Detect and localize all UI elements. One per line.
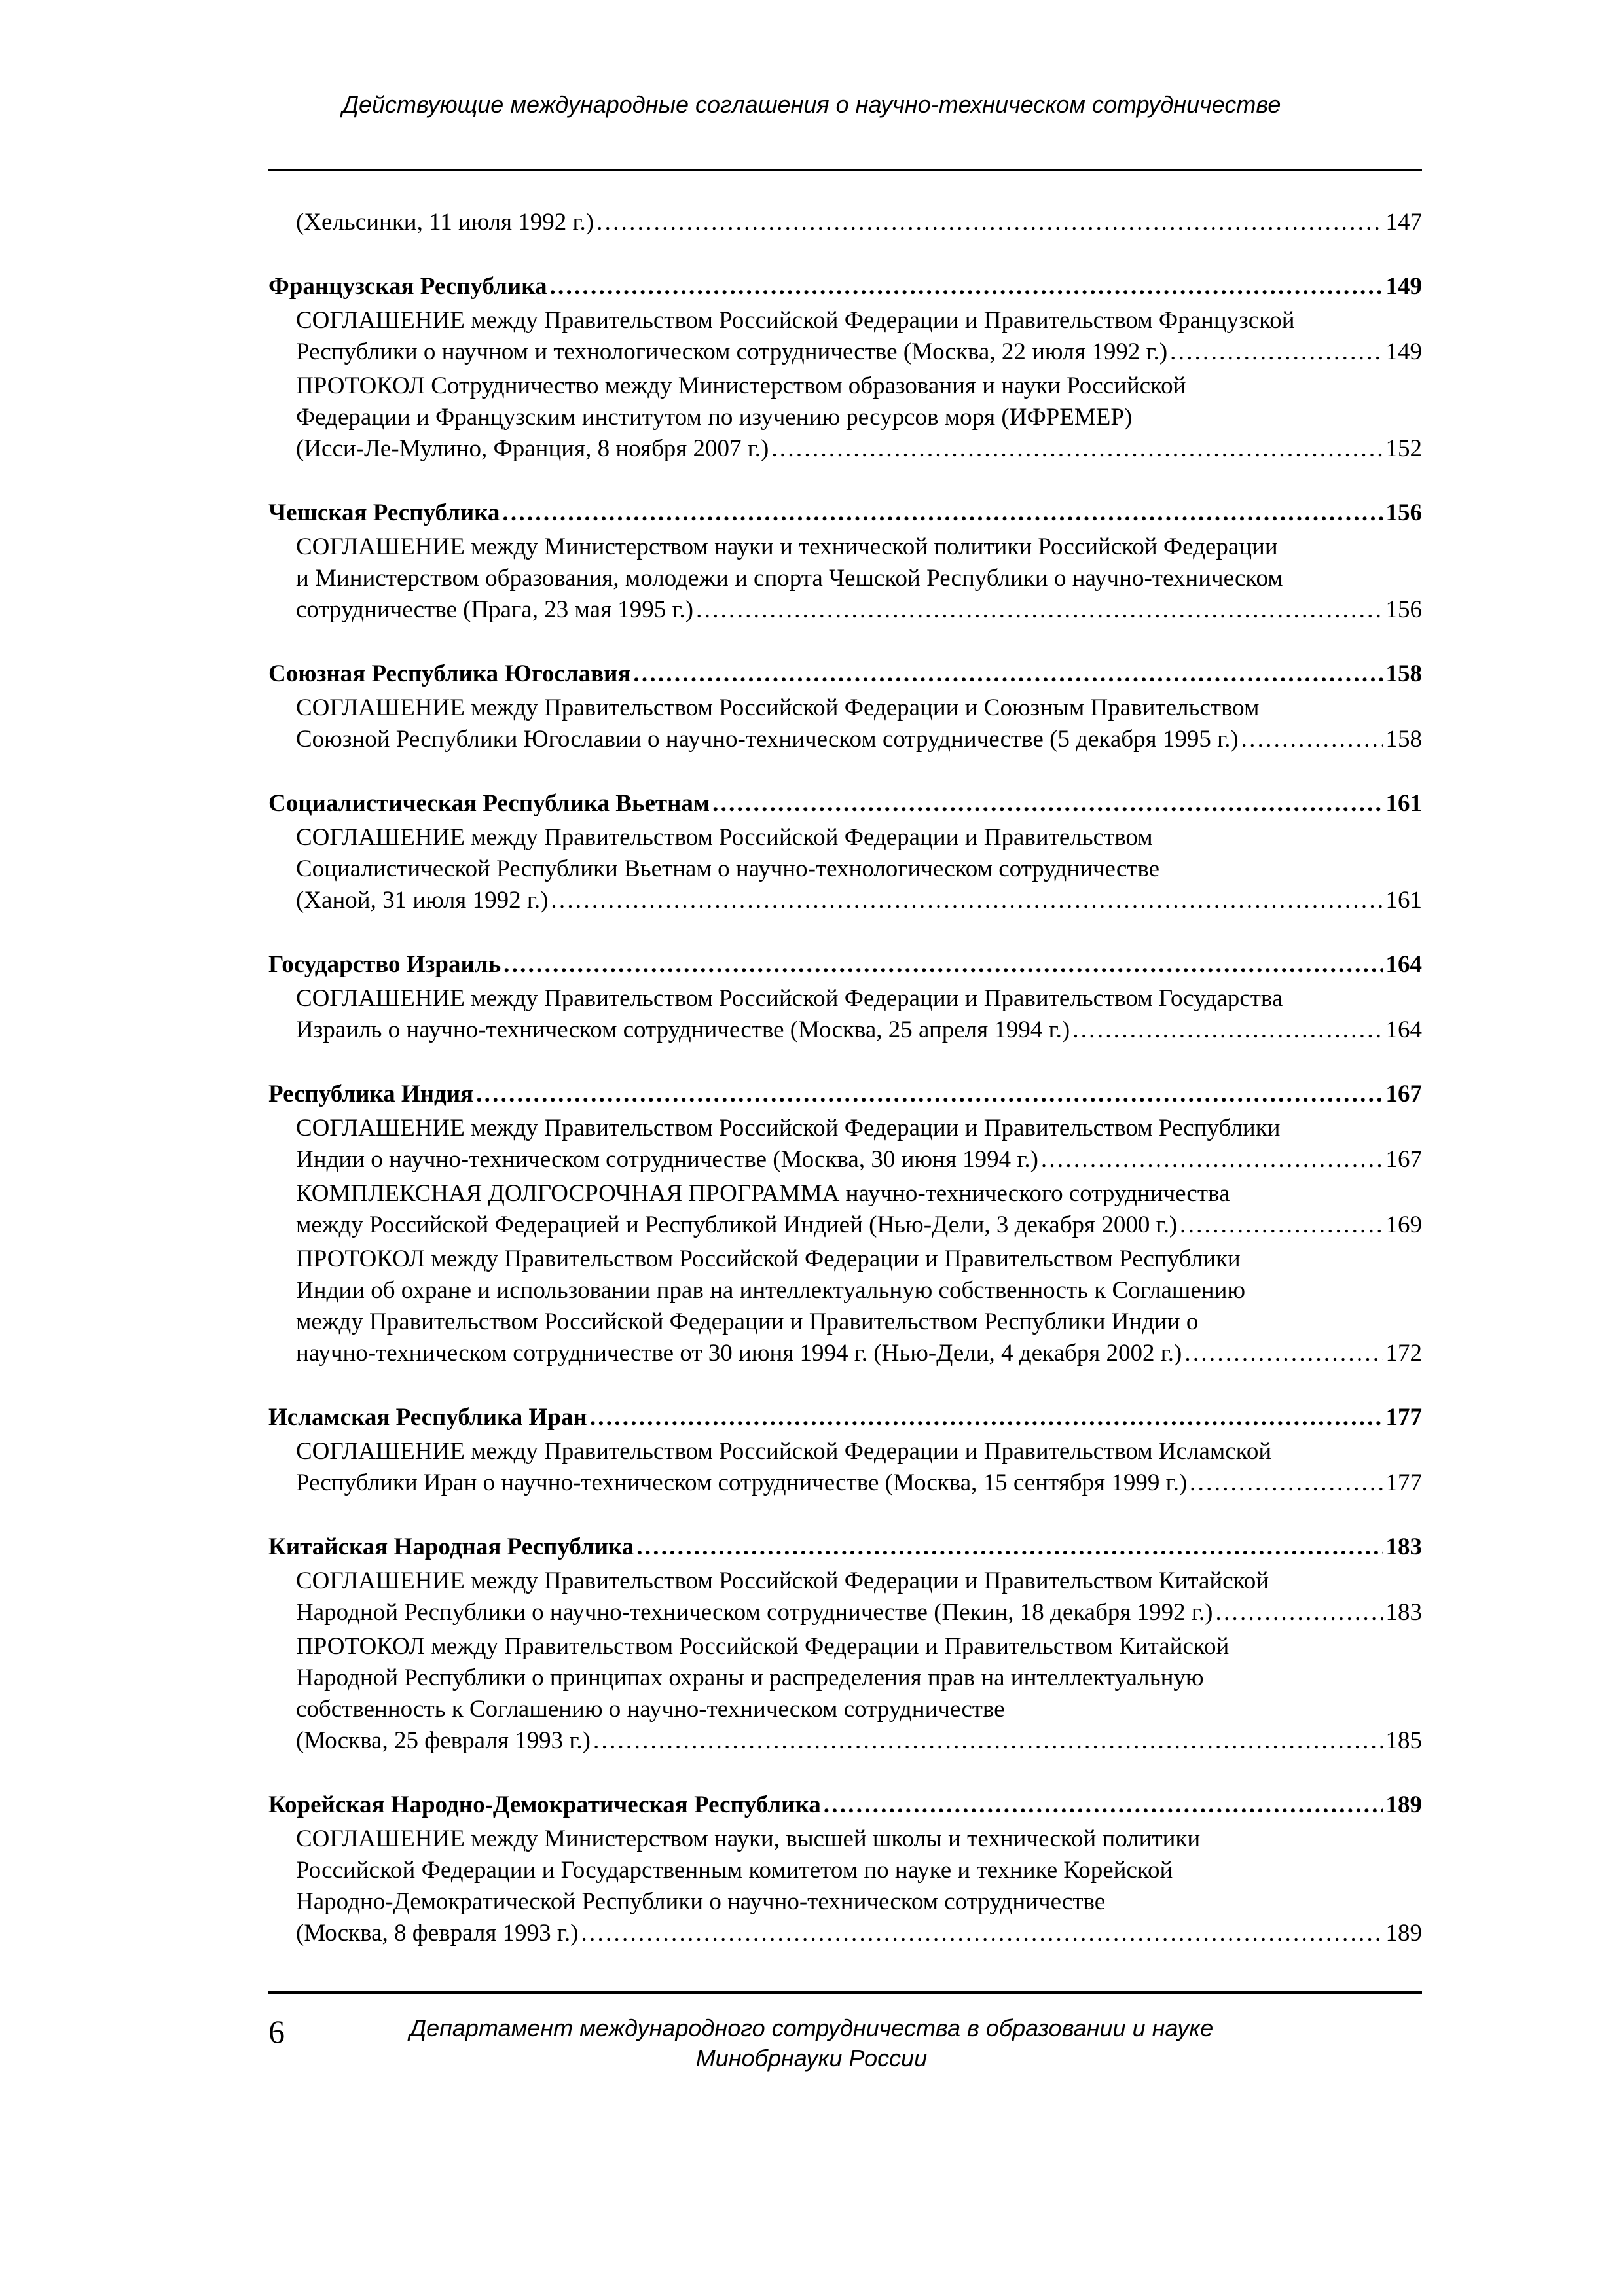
dot-leader xyxy=(1072,1014,1383,1046)
toc-entry-text: СОГЛАШЕНИЕ между Министерством науки и технической политики Российской Федерации xyxy=(296,533,1278,560)
toc-entry[interactable] xyxy=(296,1113,1422,1175)
footer-department xyxy=(0,2013,1623,2073)
toc-entry-text: СОГЛАШЕНИЕ между Правительством Российской Федерации и Правительством Государства xyxy=(296,985,1283,1012)
toc-entry-text: (Ханой, 31 июля 1992 г.) xyxy=(296,887,549,914)
toc-entry-text: ПРОТОКОЛ между Правительством Российской Федерации и Правительством Республики xyxy=(296,1246,1241,1272)
toc-entry-text: СОГЛАШЕНИЕ между Министерством науки, высшей школы и технической политики xyxy=(296,1825,1201,1852)
toc-heading-text: Исламская Республика Иран xyxy=(268,1404,587,1431)
toc-entry-line xyxy=(296,1566,1422,1597)
toc-entry-line xyxy=(296,1597,1422,1628)
toc-entry-line xyxy=(296,724,1422,755)
toc-entry-text: Народной Республики о научно-техническом сотрудничестве (Пекин, 18 декабря 1992 г.) xyxy=(296,1599,1213,1626)
toc-entry-text: Республики Иран о научно-техническом сотрудничестве (Москва, 15 сентября 1999 г.) xyxy=(296,1469,1188,1496)
toc-entry-text: Российской Федерации и Государственным комитетом по науке и технике Корейской xyxy=(296,1857,1173,1884)
toc-entry-line xyxy=(296,207,1422,238)
toc-section xyxy=(268,1789,1422,1949)
toc-entry-line xyxy=(296,885,1422,916)
toc-entry-line xyxy=(296,983,1422,1014)
toc-entry-text: ПРОТОКОЛ Сотрудничество между Министерством образования и науки Российской xyxy=(296,372,1186,399)
dot-leader xyxy=(593,1725,1383,1757)
toc-entry-text: СОГЛАШЕНИЕ между Правительством Российской Федерации и Союзным Правительством xyxy=(296,694,1260,721)
dot-leader xyxy=(502,497,1383,529)
toc-entry[interactable] xyxy=(296,1566,1422,1628)
toc-entry-page: 185 xyxy=(1385,1727,1422,1754)
toc-heading-page: 177 xyxy=(1385,1404,1422,1431)
toc-heading[interactable] xyxy=(268,1532,1422,1563)
toc-entry-line xyxy=(296,1144,1422,1175)
toc-entry-text: Народной Республики о принципах охраны и распределения прав на интеллектуальную xyxy=(296,1664,1204,1691)
footer-line-1: Департамент международного сотрудничества в образовании и науке xyxy=(409,2015,1214,2041)
toc-entry-line xyxy=(296,822,1422,853)
toc-entry-line xyxy=(296,1694,1422,1725)
toc-entry-line xyxy=(296,1338,1422,1369)
toc-heading-text: Корейская Народно-Демократическая Республика xyxy=(268,1791,821,1818)
toc-entry-line xyxy=(296,1178,1422,1210)
toc-entry-line xyxy=(296,1306,1422,1338)
toc-section xyxy=(268,1402,1422,1499)
toc-heading-page: 161 xyxy=(1385,790,1422,817)
toc-entry-line xyxy=(296,402,1422,433)
toc-entry-line xyxy=(296,1275,1422,1306)
toc-entry-line xyxy=(296,305,1422,336)
toc-entry-page: 172 xyxy=(1385,1340,1422,1367)
toc-entry-text: Федерации и Французским институтом по изучению ресурсов моря (ИФРЕМЕР) xyxy=(296,404,1133,431)
toc-entry[interactable] xyxy=(296,370,1422,465)
toc-heading[interactable] xyxy=(268,1789,1422,1821)
toc-entry-text: Израиль о научно-техническом сотрудничестве (Москва, 25 апреля 1994 г.) xyxy=(296,1016,1070,1043)
toc-entry-text: между Российской Федерацией и Республикой Индией (Нью-Дели, 3 декабря 2000 г.) xyxy=(296,1211,1178,1238)
dot-leader xyxy=(476,1079,1383,1110)
dot-leader xyxy=(581,1918,1383,1949)
toc-entry-text: научно-техническом сотрудничестве от 30 июня 1994 г. (Нью-Дели, 4 декабря 2002 г.) xyxy=(296,1340,1182,1367)
header-rule xyxy=(268,169,1422,171)
toc-entry-page: 183 xyxy=(1385,1599,1422,1626)
toc-entry-text: СОГЛАШЕНИЕ между Правительством Российской Федерации и Правительством Республики xyxy=(296,1115,1281,1141)
toc-entry-text: сотрудничестве (Прага, 23 мая 1995 г.) xyxy=(296,596,694,623)
toc-entry-line xyxy=(296,853,1422,885)
toc-heading[interactable] xyxy=(268,949,1422,980)
dot-leader xyxy=(1041,1144,1383,1175)
toc-entry-line xyxy=(296,563,1422,594)
dot-leader xyxy=(771,433,1383,465)
toc-heading[interactable] xyxy=(268,1402,1422,1433)
toc-entry-line xyxy=(296,1855,1422,1886)
toc-entry-text: Индии об охране и использовании прав на интеллектуальную собственность к Соглашению xyxy=(296,1277,1246,1304)
toc-heading-text: Социалистическая Республика Вьетнам xyxy=(268,790,710,817)
dot-leader xyxy=(1184,1338,1383,1369)
toc-heading-text: Государство Израиль xyxy=(268,951,501,978)
toc-entry-text: (Хельсинки, 11 июля 1992 г.) xyxy=(296,209,594,236)
toc-heading[interactable] xyxy=(268,271,1422,302)
dot-leader xyxy=(1190,1467,1383,1499)
toc-entry-text: КОМПЛЕКСНАЯ ДОЛГОСРОЧНАЯ ПРОГРАММА научно-технического сотрудничества xyxy=(296,1180,1230,1207)
toc-section xyxy=(268,1532,1422,1757)
toc-entry-page: 189 xyxy=(1385,1920,1422,1946)
toc-entry[interactable] xyxy=(296,531,1422,626)
toc-entry-text: (Москва, 25 февраля 1993 г.) xyxy=(296,1727,591,1754)
toc-entry-line xyxy=(296,1113,1422,1144)
toc-section xyxy=(268,271,1422,465)
footer-line-2: Минобрнауки России xyxy=(695,2045,928,2072)
toc-entry-text: Союзной Республики Югославии о научно-техническом сотрудничестве (5 декабря 1995 г.) xyxy=(296,726,1239,753)
toc-entry-line xyxy=(296,1631,1422,1662)
toc-entry-line xyxy=(296,1823,1422,1855)
toc-entry-line xyxy=(296,1467,1422,1499)
page-number: 6 xyxy=(268,2013,285,2050)
dot-leader xyxy=(549,271,1383,302)
toc-entry-line xyxy=(296,594,1422,626)
toc-heading-page: 149 xyxy=(1385,273,1422,300)
toc-entry-page: 177 xyxy=(1385,1469,1422,1496)
toc-entry-page: 169 xyxy=(1385,1211,1422,1238)
dot-leader xyxy=(633,658,1383,690)
dot-leader xyxy=(551,885,1383,916)
toc-entry[interactable] xyxy=(296,822,1422,916)
toc-entry[interactable] xyxy=(296,305,1422,368)
toc-entry-line xyxy=(296,1244,1422,1275)
toc-entry[interactable] xyxy=(296,1244,1422,1369)
footer-rule xyxy=(268,1991,1422,1994)
toc-entry-line xyxy=(296,531,1422,563)
toc-entry-text: СОГЛАШЕНИЕ между Правительством Российской Федерации и Правительством Французской xyxy=(296,307,1295,334)
dot-leader xyxy=(696,594,1383,626)
toc-entry-line xyxy=(296,336,1422,368)
toc-entry-line xyxy=(296,433,1422,465)
toc-entry-text: (Исси-Ле-Мулино, Франция, 8 ноября 2007 г.) xyxy=(296,435,769,462)
toc-entry[interactable] xyxy=(296,1823,1422,1949)
toc-heading[interactable] xyxy=(268,1079,1422,1110)
toc-entry[interactable] xyxy=(296,692,1422,755)
dot-leader xyxy=(596,207,1383,238)
toc-entry-text: Социалистической Республики Вьетнам о научно-технологическом сотрудничестве xyxy=(296,855,1160,882)
toc-entry-text: между Правительством Российской Федерации и Правительством Республики Индии о xyxy=(296,1308,1199,1335)
toc-entry-text: СОГЛАШЕНИЕ между Правительством Российской Федерации и Правительством xyxy=(296,824,1153,851)
dot-leader xyxy=(1241,724,1383,755)
dot-leader xyxy=(824,1789,1383,1821)
dot-leader xyxy=(503,949,1383,980)
dot-leader xyxy=(1180,1210,1383,1241)
toc-entry-page: 152 xyxy=(1385,435,1422,462)
toc-entry-page: 147 xyxy=(1385,209,1422,236)
toc-heading[interactable] xyxy=(268,658,1422,690)
toc-heading-text: Китайская Народная Республика xyxy=(268,1534,634,1560)
toc-heading-page: 167 xyxy=(1385,1081,1422,1107)
toc-entry-line xyxy=(296,1436,1422,1467)
toc-entry-text: Народно-Демократической Республики о научно-техническом сотрудничестве xyxy=(296,1888,1106,1915)
toc-section xyxy=(268,788,1422,916)
toc-entry-line xyxy=(296,1918,1422,1949)
toc-entry-page: 149 xyxy=(1385,338,1422,365)
toc-entry-line xyxy=(296,370,1422,402)
toc-entry-text: собственность к Соглашению о научно-техническом сотрудничестве xyxy=(296,1696,1005,1723)
toc-heading-text: Чешская Республика xyxy=(268,499,500,526)
dot-leader xyxy=(712,788,1383,819)
toc-heading-text: Республика Индия xyxy=(268,1081,474,1107)
toc-heading-page: 158 xyxy=(1385,660,1422,687)
toc-entry-text: и Министерством образования, молодежи и спорта Чешской Республики о научно-техническом xyxy=(296,565,1283,592)
toc-section xyxy=(268,207,1422,238)
toc-entry[interactable] xyxy=(296,1631,1422,1757)
toc-entry[interactable] xyxy=(296,207,1422,238)
dot-leader xyxy=(636,1532,1383,1563)
toc-entry-page: 164 xyxy=(1385,1016,1422,1043)
toc-entry-page: 161 xyxy=(1385,887,1422,914)
toc-entry-page: 158 xyxy=(1385,726,1422,753)
toc-heading-page: 156 xyxy=(1385,499,1422,526)
toc-heading[interactable] xyxy=(268,788,1422,819)
dot-leader xyxy=(1170,336,1383,368)
toc-section xyxy=(268,497,1422,626)
toc-heading-page: 164 xyxy=(1385,951,1422,978)
toc-section xyxy=(268,949,1422,1046)
toc-entry-text: ПРОТОКОЛ между Правительством Российской Федерации и Правительством Китайской xyxy=(296,1633,1230,1660)
table-of-contents xyxy=(268,204,1422,1949)
toc-entry-line xyxy=(296,1662,1422,1694)
toc-entry[interactable] xyxy=(296,1436,1422,1499)
toc-entry-page: 156 xyxy=(1385,596,1422,623)
toc-heading-text: Французская Республика xyxy=(268,273,547,300)
toc-entry-line xyxy=(296,1725,1422,1757)
toc-entry-line xyxy=(296,1886,1422,1918)
toc-entry[interactable] xyxy=(296,1178,1422,1241)
dot-leader xyxy=(590,1402,1383,1433)
toc-entry-text: Индии о научно-техническом сотрудничестве (Москва, 30 июня 1994 г.) xyxy=(296,1146,1038,1173)
dot-leader xyxy=(1216,1597,1383,1628)
toc-entry-text: СОГЛАШЕНИЕ между Правительством Российской Федерации и Правительством Исламской xyxy=(296,1438,1272,1465)
running-head: Действующие международные соглашения о научно-техническом сотрудничестве xyxy=(342,91,1281,118)
toc-entry-line xyxy=(296,1210,1422,1241)
toc-entry-text: СОГЛАШЕНИЕ между Правительством Российской Федерации и Правительством Китайской xyxy=(296,1568,1269,1594)
toc-entry-line xyxy=(296,692,1422,724)
toc-heading[interactable] xyxy=(268,497,1422,529)
toc-heading-page: 183 xyxy=(1385,1534,1422,1560)
toc-entry-text: (Москва, 8 февраля 1993 г.) xyxy=(296,1920,579,1946)
toc-entry-page: 167 xyxy=(1385,1146,1422,1173)
toc-entry-text: Республики о научном и технологическом сотрудничестве (Москва, 22 июля 1992 г.) xyxy=(296,338,1168,365)
toc-section xyxy=(268,658,1422,755)
toc-heading-page: 189 xyxy=(1385,1791,1422,1818)
toc-entry[interactable] xyxy=(296,983,1422,1046)
toc-entry-line xyxy=(296,1014,1422,1046)
toc-section xyxy=(268,1079,1422,1369)
toc-heading-text: Союзная Республика Югославия xyxy=(268,660,631,687)
